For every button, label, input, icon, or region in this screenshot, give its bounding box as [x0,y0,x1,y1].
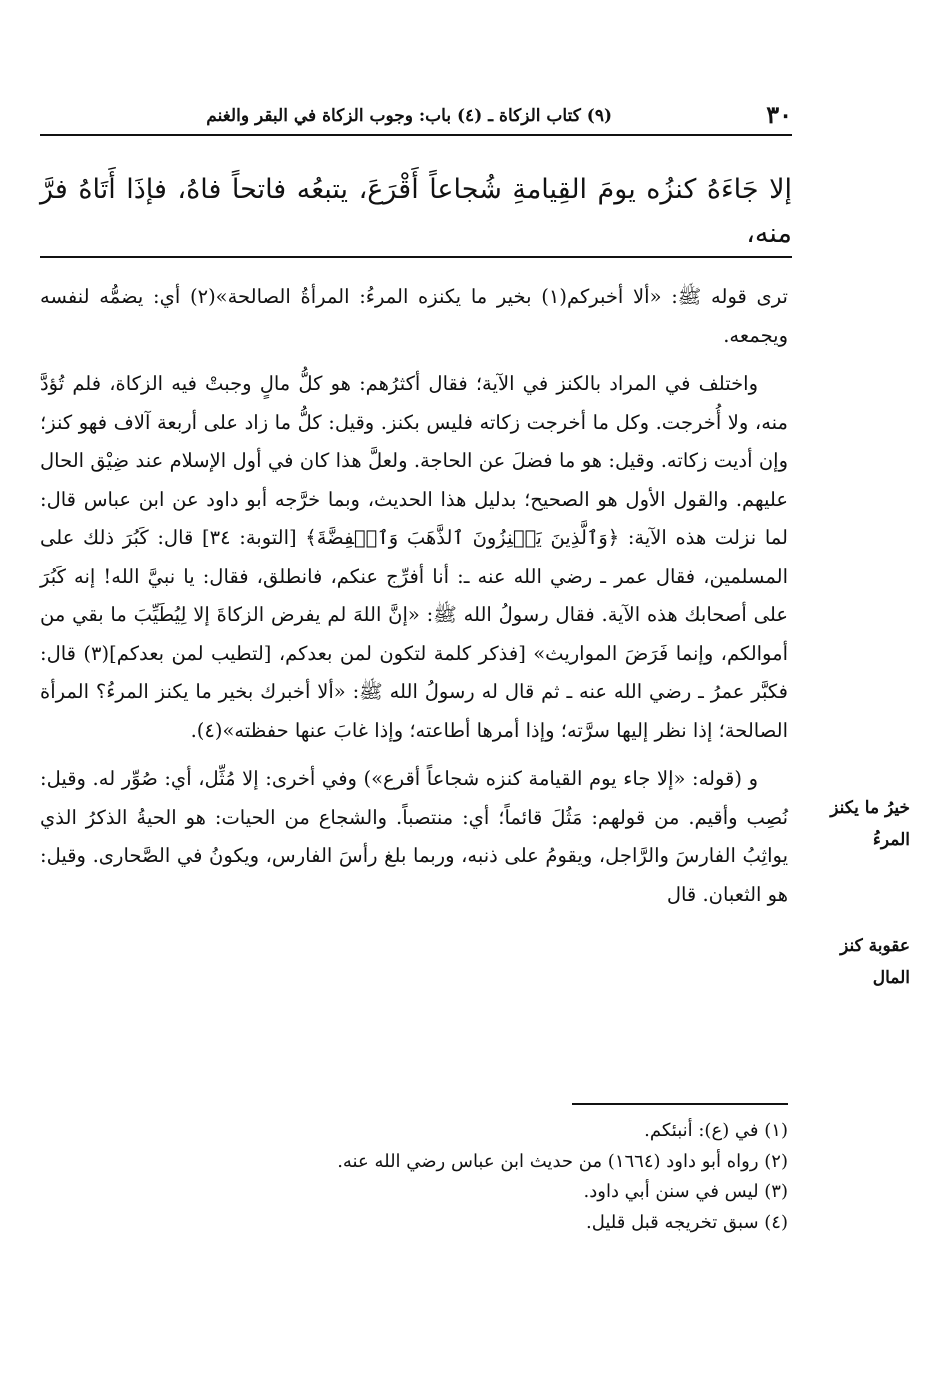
footnotes [40,1116,788,1238]
paragraph-2: واختلف في المراد بالكنز في الآية؛ فقال أكثرُهم: هو كلُّ مالٍ وجبتْ فيه الزكاة، فلم تُؤدَّ منه، ولا أُخرجت. وكل ما أخرجت زكاته فليس بكنز. وقيل: كلُّ ما زاد على أربعة آلاف فهو كنز؛ وإن أديت زكاته. وقيل: هو ما فضلَ عن الحاجة. ولعلَّ هذا كان في أول الإسلام عند ضِيْق الحال عليهم. والقول الأول هو الصحيح؛ بدليل هذا الحديث، وبما خرَّجه أبو داود عن ابن عباس قال: لما نزلت هذه الآية: ﴿وَٱلَّذِينَ يَكۡنِزُونَ ٱلذَّهَبَ وَٱلۡفِضَّةَ﴾ [التوبة: ٣٤] قال: كَبُرَ ذلك على المسلمين، فقال عمر ـ رضي الله عنه ـ: أنا أفرِّج عنكم، فانطلق، فقال: يا نبيَّ الله! إنه كَبُرَ على أصحابك هذه الآية. فقال رسولُ الله ﷺ: «إنَّ اللهَ لم يفرض الزكاةَ إلا لِيُطَيِّبَ ما بقي من أموالكم، وإنما فَرَضَ المواريث» [فذكر كلمة لتكون لمن بعدكم، [لتطيب لمن بعدكم](٣) قال: فكبَّر عمرُ ـ رضي الله عنه ـ ثم قال له رسولُ الله ﷺ: «ألا أخبرك بخير ما يكنز المرءُ؟ المرأة الصالحة؛ إذا نظر إليها سرَّته؛ وإذا أمرها أطاعته؛ وإذا غابَ عنها حفظته»(٤). [40,372,789,742]
footnote-2: (٢) رواه أبو داود (١٦٦٤) من حديث ابن عباس رضي الله عنه. [337,1150,788,1172]
commentary-body [40,278,788,924]
running-title: (٩) كتاب الزكاة ـ (٤) باب: وجوب الزكاة في البقر والغنم [206,106,612,126]
section-divider [40,256,792,258]
footnote-rule [572,1103,788,1105]
page-number: ٣٠ [766,100,792,129]
page-header [40,100,792,136]
side-note-punishment: عقوبة كنز المال [840,936,910,988]
hadith-text: إلا جَاءَهُ كنزُه يومَ القِيامةِ شُجاعاً أَقْرَعَ، يتبعُه فاتحاً فاهُ، فإذَا أَتَاهُ فرَّ منه، [40,174,792,249]
footnote-4: (٤) سبق تخريجه قبل قليل. [586,1211,788,1233]
paragraph-3: و (قوله: «إلا جاء يوم القيامة كنزه شجاعاً أقرع») وفي أخرى: إلا مُثِّل، أي: صُوِّر له. وقيل: نُصِب وأقيم. من قولهم: مَثُلَ قائماً؛ أي: منتصباً. والشجاع من الحيات: هو الحيةُ الذكرُ الذي يواثِبُ الفارسَ والرَّاجل، ويقومُ على ذنبه، وربما بلغ رأسَ الفارس، ويكونُ في الصَّحارى. وقيل: هو الثعبان. قال [40,767,788,906]
footnote-1: (١) في (ع): أنبئكم. [644,1120,788,1141]
paragraph-1: ترى قوله ﷺ: «ألا أخبركم(١) بخير ما يكنزه المرءُ: المرأةُ الصالحة»(٢) أي: يضمُّه لنفسه ويجمعه. [40,285,788,347]
footnote-3: (٣) ليس في سنن أبي داود. [583,1181,788,1202]
side-note-best-treasure: خيرُ ما يكنز المرءُ [830,798,910,850]
